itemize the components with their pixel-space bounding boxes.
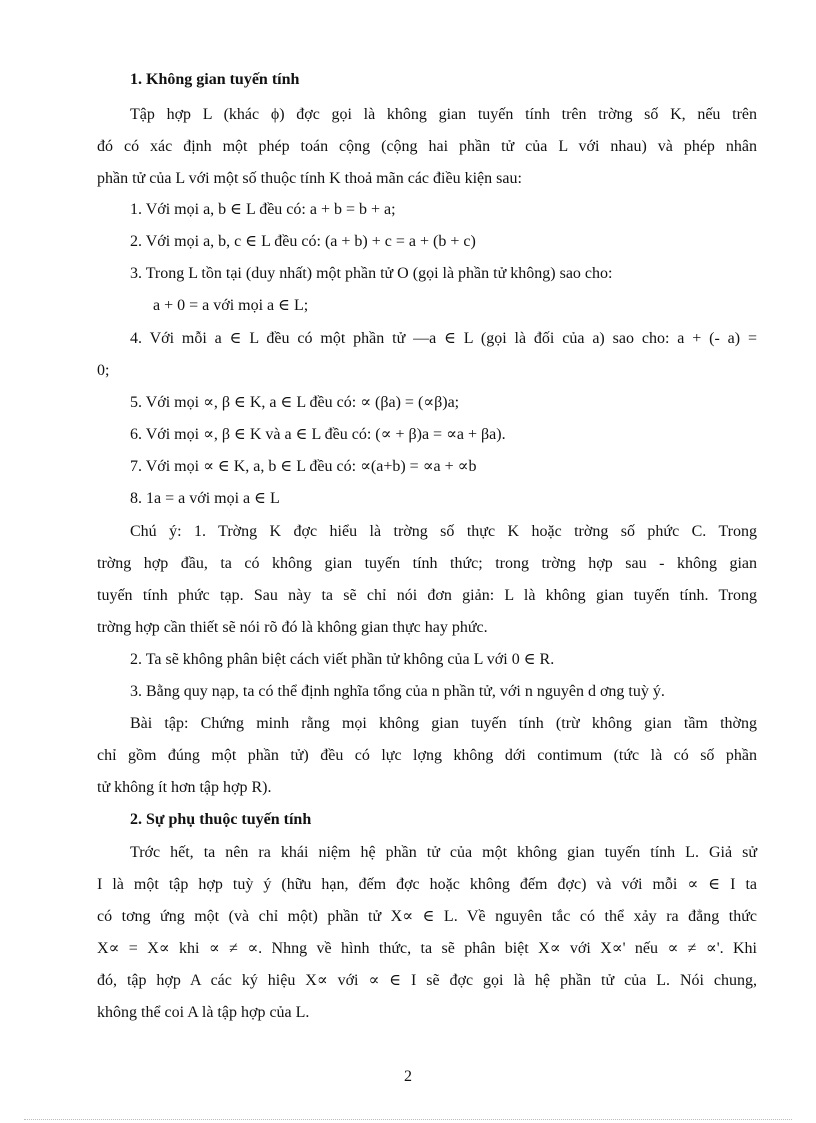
paragraph-line: Trớc hết, ta nên ra khái niệm hệ phần tử của một không gian tuyến tính L. Giả sử — [130, 844, 757, 861]
condition-6: 6. Với mọi ∝, β ∈ K và a ∈ L đều có: (∝ + β)a = ∝a + βa). — [130, 426, 506, 443]
note-2: 2. Ta sẽ không phân biệt cách viết phần tử không của L với 0 ∈ R. — [130, 651, 555, 668]
condition-1: 1. Với mọi a, b ∈ L đều có: a + b = b + a; — [130, 201, 396, 218]
condition-3: 3. Trong L tồn tại (duy nhất) một phần tử O (gọi là phần tử không) sao cho: — [130, 265, 613, 282]
condition-2: 2. Với mọi a, b, c ∈ L đều có: (a + b) + c = a + (b + c) — [130, 233, 476, 250]
paragraph-line: I là một tập hợp tuỳ ý (hữu hạn, đếm đợc hoặc không đếm đợc) và với mỗi ∝ ∈ I ta — [97, 876, 758, 893]
note-3: 3. Bằng quy nạp, ta có thể định nghĩa tổng của n phần tử, với n nguyên d ơng tuỳ ý. — [130, 683, 665, 700]
paragraph-line: đó có xác định một phép toán cộng (cộng hai phần tử của L với nhau) và phép nhân — [97, 138, 757, 155]
note-line: Chú ý: 1. Trờng K đợc hiểu là trờng số thực K hoặc trờng số phức C. Trong — [130, 523, 757, 540]
exercise-line: Bài tập: Chứng minh rằng mọi không gian tuyến tính (trừ không gian tầm thờng — [130, 715, 757, 732]
condition-4-cont: 0; — [97, 362, 110, 379]
condition-7: 7. Với mọi ∝ ∈ K, a, b ∈ L đều có: ∝(a+b) = ∝a + ∝b — [130, 458, 477, 475]
note-line: trờng hợp cần thiết sẽ nói rõ đó là không gian thực hay phức. — [97, 619, 488, 636]
paragraph-line: có tơng ứng một (và chỉ một) phần tử X∝ ∈ L. Về nguyên tắc có thể xảy ra đẳng thức — [97, 908, 757, 925]
page-bottom-divider — [24, 1119, 792, 1120]
paragraph-line: đó, tập hợp A các ký hiệu X∝ với ∝ ∈ I sẽ đợc gọi là hệ phần tử của L. Nói chung, — [97, 972, 757, 989]
exercise-line: tử không ít hơn tập hợp R). — [97, 779, 272, 796]
condition-8: 8. 1a = a với mọi a ∈ L — [130, 490, 280, 507]
paragraph-line: phần tử của L với một số thuộc tính K thoả mãn các điều kiện sau: — [97, 170, 522, 187]
paragraph-line: không thể coi A là tập hợp của L. — [97, 1004, 310, 1021]
condition-3-formula: a + 0 = a với mọi a ∈ L; — [153, 297, 309, 314]
condition-4: 4. Với mỗi a ∈ L đều có một phần tử —a ∈ L (gọi là đối của a) sao cho: a + (- a) = — [130, 330, 757, 347]
note-line: trờng hợp đầu, ta có không gian tuyến tính thức; trong trờng hợp sau - không gian — [97, 555, 757, 572]
section-1-heading: 1. Không gian tuyến tính — [130, 71, 300, 88]
section-2-heading: 2. Sự phụ thuộc tuyến tính — [130, 811, 312, 828]
condition-5: 5. Với mọi ∝, β ∈ K, a ∈ L đều có: ∝ (βa) = (∝β)a; — [130, 394, 460, 411]
note-line: tuyến tính phức tạp. Sau này ta sẽ chỉ nói đơn giản: L là không gian tuyến tính. Trong — [97, 587, 757, 604]
page-number: 2 — [404, 1068, 412, 1085]
paragraph-line: Tập hợp L (khác ϕ) đợc gọi là không gian tuyến tính trên trờng số K, nếu trên — [130, 106, 757, 123]
paragraph-line: X∝ = X∝ khi ∝ ≠ ∝. Nhng về hình thức, ta sẽ phân biệt X∝ với X∝' nếu ∝ ≠ ∝'. Khi — [97, 940, 757, 957]
exercise-line: chỉ gồm đúng một phần tử) đều có lực lợng không dới contimum (tức là có số phần — [97, 747, 757, 764]
